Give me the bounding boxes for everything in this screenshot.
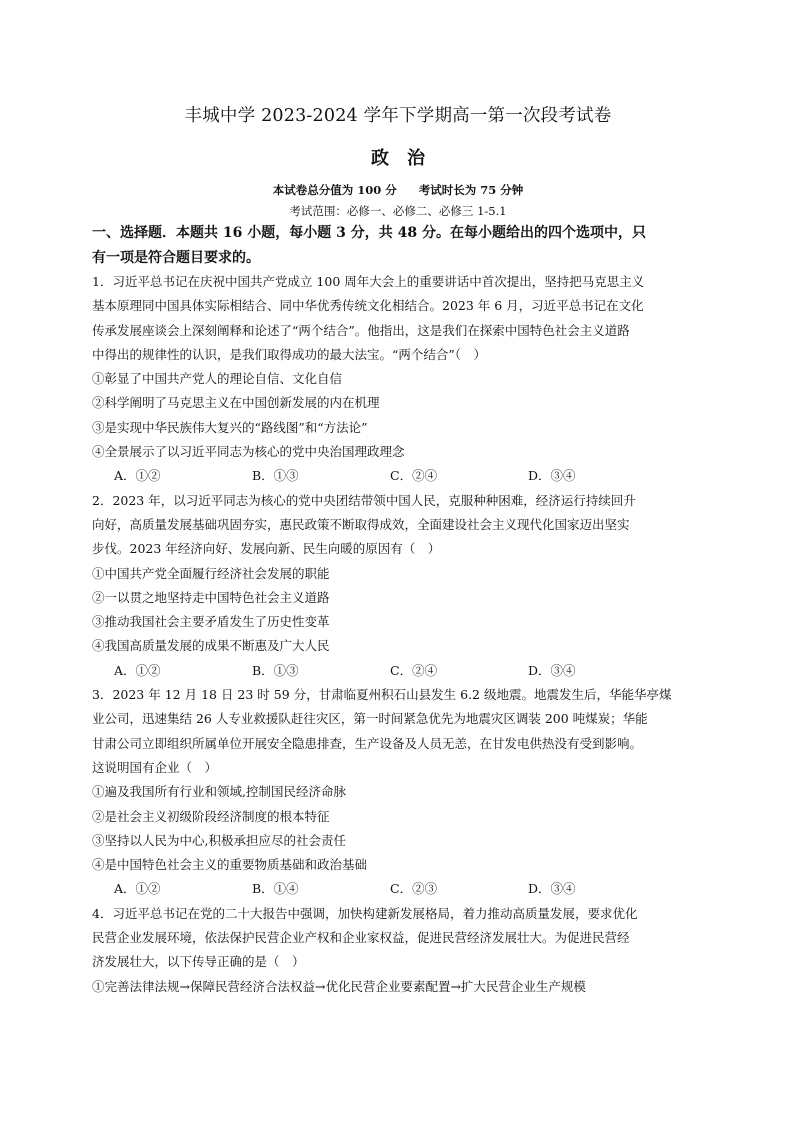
choice-a: A．①② — [114, 468, 161, 484]
question-text-line: 民营企业发展环境，依法保护民营企业产权和企业家权益，促进民营经济发展壮大。为促进民营经 — [92, 930, 630, 946]
statement-item: ④全景展示了以习近平同志为核心的党中央治国理政理念 — [92, 444, 405, 460]
choice-d: D．③④ — [528, 881, 576, 897]
question-text-line: 2．2023 年，以习近平同志为核心的党中央团结带领中国人民，克服种种困难，经济运行持续回升 — [92, 492, 636, 508]
statement-item: ②是社会主义初级阶段经济制度的根本特征 — [92, 808, 330, 824]
exam-page — [92, 100, 704, 999]
section-heading-line: 有一项是符合题目要求的。 — [92, 250, 260, 266]
answer-choices — [92, 464, 704, 488]
question-text-line: 这说明国有企业（ ） — [92, 759, 218, 775]
choice-c: C．②④ — [390, 468, 438, 484]
choice-d: D．③④ — [528, 662, 576, 678]
exam-title: 丰城中学 2023-2024 学年下学期高一第一次段考试卷 — [184, 106, 612, 126]
question-text-line: 济发展壮大，以下传导正确的是（ ） — [92, 954, 305, 970]
question-text-line: 4．习近平总书记在党的二十大报告中强调，加快构建新发展格局，着力推动高质量发展，要求优化 — [92, 905, 638, 921]
question-text-line: 业公司，迅速集结 26 人专业救援队赶往灾区，第一时间紧急优先为地震灾区调装 200 吨煤炭；华能 — [92, 711, 648, 727]
question-text-line: 中得出的规律性的认识，是我们取得成功的最大法宝。“两个结合”（ ） — [92, 346, 487, 362]
choice-a: A．①② — [114, 662, 161, 678]
statement-item: ③是实现中华民族伟大复兴的“路线图”和“方法论” — [92, 419, 368, 435]
question-text-line: 1．习近平总书记在庆祝中国共产党成立 100 周年大会上的重要讲话中首次提出，坚持把马克思主义 — [92, 274, 645, 289]
question-text-line: 3．2023 年 12 月 18 日 23 时 59 分，甘肃临夏州积石山县发生 6.2 级地震。地震发生后，华能华亭煤 — [92, 687, 672, 703]
statement-item: ①彰显了中国共产党人的理论自信、文化自信 — [92, 371, 343, 387]
statement-item: ②一以贯之地坚持走中国特色社会主义道路 — [92, 589, 330, 605]
question-text-line: 向好，高质量发展基础巩固夯实，惠民政策不断取得成效，全面建设社会主义现代化国家迈出坚实 — [92, 516, 630, 532]
answer-choices — [92, 877, 704, 901]
choice-b: B．①③ — [252, 468, 299, 484]
statement-item: ①遍及我国所有行业和领域,控制国民经济命脉 — [92, 784, 346, 800]
choice-a: A．①② — [114, 881, 161, 897]
choice-c: C．②③ — [390, 881, 438, 897]
answer-choices — [92, 659, 704, 683]
exam-scope: 考试范围：必修一、必修二、必修三 1-5.1 — [289, 204, 507, 218]
question-3 — [92, 683, 704, 902]
choice-d: D．③④ — [528, 468, 576, 484]
question-1 — [92, 270, 704, 489]
choice-b: B．①④ — [252, 881, 299, 897]
question-4 — [92, 902, 704, 999]
question-text-line: 传承发展座谈会上深刻阐释和论述了“两个结合”。他指出，这是我们在探索中国特色社会主义道路 — [92, 322, 630, 338]
statement-item: ③坚持以人民为中心,积极承担应尽的社会责任 — [92, 832, 346, 848]
question-text-line: 甘肃公司立即组织所属单位开展安全隐患排查，生产设备及人员无恙，在甘发电供热没有受到影响。 — [92, 735, 643, 751]
section-heading-line: 一、选择题．本题共 16 小题，每小题 3 分，共 48 分。在每小题给出的四个选项中，只 — [92, 225, 646, 241]
statement-item: ②科学阐明了马克思主义在中国创新发展的内在机理 — [92, 395, 380, 411]
statement-item: ④我国高质量发展的成果不断惠及广大人民 — [92, 638, 330, 654]
score-info: 本试卷总分值为 100 分 — [272, 183, 397, 197]
subject-title: 政 治 — [371, 148, 425, 169]
question-text-line: 步伐。2023 年经济向好、发展向新、民生向暖的原因有（ ） — [92, 541, 441, 557]
statement-item: ①完善法律法规→保障民营经济合法权益→优化民营企业要素配置→扩大民营企业生产规模 — [92, 978, 586, 994]
section-heading — [92, 221, 704, 270]
time-info: 考试时长为 75 分钟 — [418, 183, 524, 197]
statement-item: ③推动我国社会主要矛盾发生了历史性变革 — [92, 614, 330, 630]
statement-item: ④是中国特色社会主义的重要物质基础和政治基础 — [92, 857, 368, 873]
question-text-line: 基本原理同中国具体实际相结合、同中华优秀传统文化相结合。2023 年 6 月，习近平总书记在文化 — [92, 298, 644, 314]
statement-item: ①中国共产党全面履行经济社会发展的职能 — [92, 565, 330, 581]
choice-c: C．②④ — [390, 662, 438, 678]
question-2 — [92, 489, 704, 683]
exam-info — [92, 181, 704, 199]
choice-b: B．①③ — [252, 662, 299, 678]
